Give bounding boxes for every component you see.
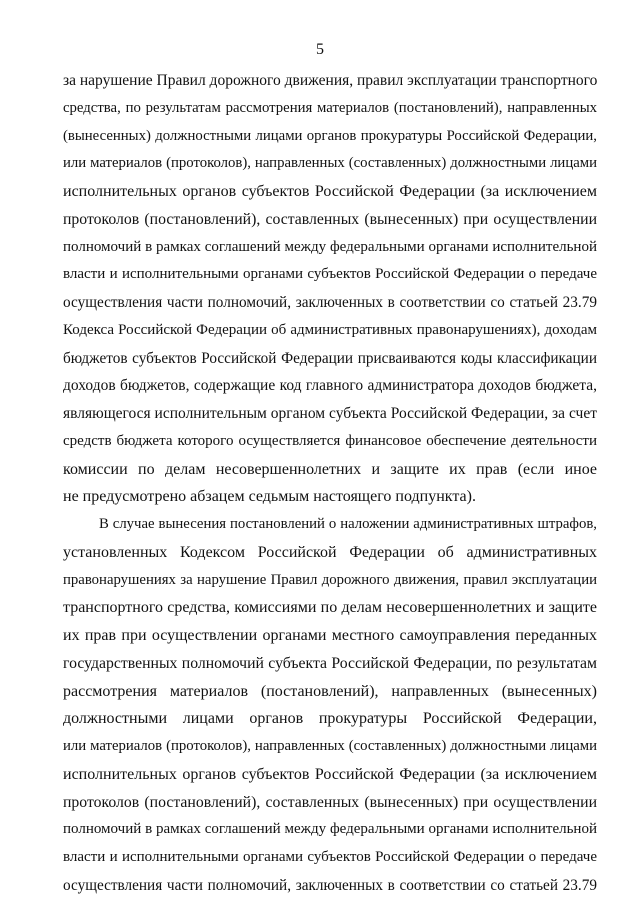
paragraph-second bbox=[63, 511, 597, 900]
text-line: полномочий в рамках соглашений между федеральными органами исполнительной bbox=[63, 238, 597, 255]
text-line: протоколов (постановлений), составленных (вынесенных) при осуществлении bbox=[63, 793, 597, 811]
text-line: установленных Кодексом Российской Федерации об административных bbox=[63, 543, 597, 561]
text-line: правонарушениях за нарушение Правил дорожного движения, правил эксплуатации bbox=[63, 571, 597, 588]
text-line: или материалов (протоколов), направленных (составленных) должностными лицами bbox=[63, 155, 597, 172]
text-line: доходов бюджетов, содержащие код главного администратора доходов бюджета, bbox=[63, 377, 597, 395]
text-line: не предусмотрено абзацем седьмым настоящего подпункта). bbox=[63, 488, 476, 506]
text-line: (вынесенных) должностными лицами органов прокуратуры Российской Федерации, bbox=[63, 127, 597, 144]
text-line: власти и исполнительными органами субъектов Российской Федерации о передаче bbox=[63, 849, 597, 865]
text-line: средств бюджета которого осуществляется финансовое обеспечение деятельности bbox=[63, 432, 597, 449]
text-line: за нарушение Правил дорожного движения, правил эксплуатации транспортного bbox=[63, 72, 597, 89]
text-line: являющегося исполнительным органом субъекта Российской Федерации, за счет bbox=[63, 405, 597, 422]
document-body bbox=[63, 67, 597, 900]
text-line: протоколов (постановлений), составленных (вынесенных) при осуществлении bbox=[63, 210, 597, 228]
text-line: полномочий в рамках соглашений между федеральными органами исполнительной bbox=[63, 821, 597, 838]
text-line: транспортного средства, комиссиями по делам несовершеннолетних и защите bbox=[63, 599, 597, 617]
text-line: исполнительных органов субъектов Российской Федерации (за исключением bbox=[63, 183, 597, 200]
text-line: бюджетов субъектов Российской Федерации присваиваются коды классификации bbox=[63, 349, 597, 367]
paragraph-continuation bbox=[63, 67, 597, 511]
text-line: должностными лицами органов прокуратуры Российской Федерации, bbox=[63, 710, 597, 728]
text-line: В случае вынесения постановлений о наложении административных штрафов, bbox=[99, 516, 597, 532]
text-line: власти и исполнительными органами субъектов Российской Федерации о передаче bbox=[63, 266, 597, 283]
text-line: комиссии по делам несовершеннолетних и защите их прав (если иное bbox=[63, 460, 597, 478]
text-line: осуществления части полномочий, заключенных в соответствии со статьей 23.79 bbox=[63, 294, 597, 311]
text-line: исполнительных органов субъектов Российской Федерации (за исключением bbox=[63, 765, 597, 783]
text-line: или материалов (протоколов), направленных (составленных) должностными лицами bbox=[63, 738, 597, 754]
text-line: рассмотрения материалов (постановлений), направленных (вынесенных) bbox=[63, 682, 597, 700]
text-line: средства, по результатам рассмотрения материалов (постановлений), направленных bbox=[63, 99, 597, 116]
text-line: осуществления части полномочий, заключенных в соответствии со статьей 23.79 bbox=[63, 876, 597, 894]
text-line: государственных полномочий субъекта Российской Федерации, по результатам bbox=[63, 654, 597, 672]
page-number: 5 bbox=[316, 41, 324, 58]
text-line: Кодекса Российской Федерации об административных правонарушениях), доходам bbox=[63, 321, 597, 338]
text-line: их прав при осуществлении органами местного самоуправления переданных bbox=[63, 627, 597, 644]
